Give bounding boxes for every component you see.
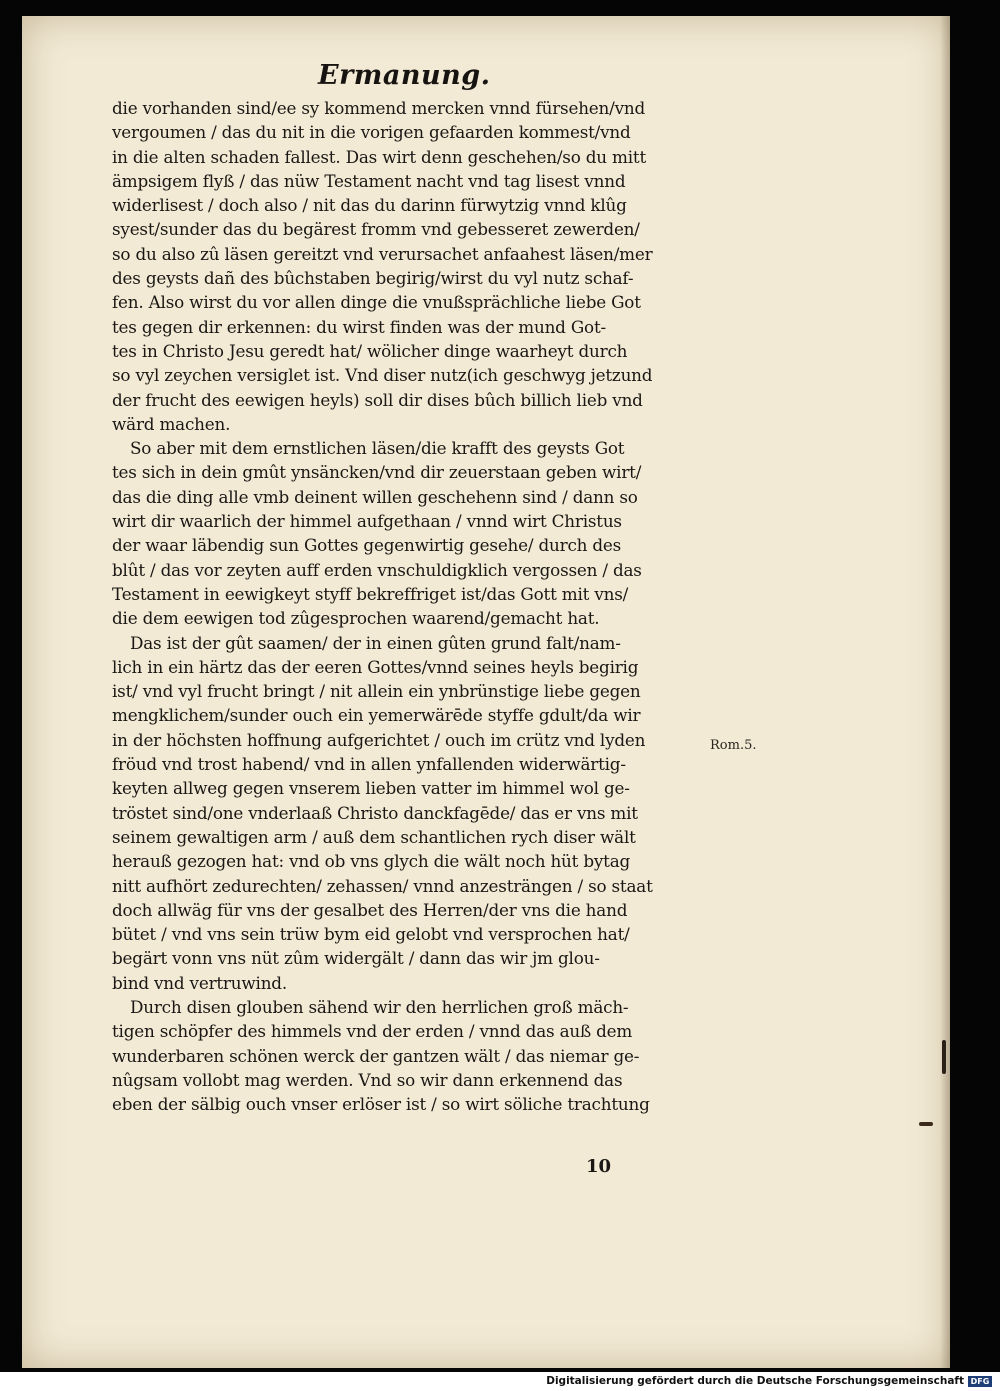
text-line: blût / das vor zeyten auff erden vnschuldigklich vergossen / das: [112, 559, 642, 580]
margin-note: Rom.5.: [710, 738, 757, 753]
scanned-page: [22, 16, 950, 1368]
footer-bar: [0, 1372, 1000, 1391]
text-line: doch allwäg für vns der gesalbet des Herren/der vns die hand: [112, 899, 628, 920]
text-line: nûgsam vollobt mag werden. Vnd so wir dann erkennend das: [112, 1069, 623, 1090]
text-line: der frucht des eewigen heyls) soll dir dises bûch billich lieb vnd: [112, 389, 643, 410]
text-line: so du also zû läsen gereitzt vnd verursachet anfaahest läsen/mer: [112, 243, 653, 264]
text-line: So aber mit dem ernstlichen läsen/die krafft des geysts Got: [130, 438, 625, 459]
text-line: bütet / vnd vns sein trüw bym eid gelobt vnd versprochen hat/: [112, 924, 630, 945]
text-line: herauß gezogen hat: vnd ob vns glych die wält noch hüt bytag: [112, 851, 631, 872]
text-line: nitt aufhört zedurechten/ zehassen/ vnnd anzesträngen / so staat: [112, 875, 653, 896]
page-heading: Ermanung.: [318, 60, 491, 91]
text-line: ämpsigem flyß / das nüw Testament nacht vnd tag lisest vnnd: [112, 170, 626, 191]
text-line: die vorhanden sind/ee sy kommend mercken vnnd fürsehen/vnd: [112, 98, 646, 118]
scan-mark: [942, 1040, 946, 1074]
text-line: keyten allweg gegen vnserem lieben vatter im himmel wol ge-: [112, 778, 630, 799]
text-line: tröstet sind/one vnderlaaß Christo danckfagēde/ das er vns mit: [112, 802, 638, 823]
text-line: tigen schöpfer des himmels vnd der erden / vnnd das auß dem: [112, 1021, 633, 1042]
text-line: das die ding alle vmb deinent willen geschehenn sind / dann so: [112, 486, 638, 507]
page-number: 10: [586, 1156, 612, 1177]
text-line: mengklichem/sunder ouch ein yemerwärēde styffe gdult/da wir: [112, 705, 641, 726]
text-line: fröud vnd trost habend/ vnd in allen ynfallenden widerwärtig-: [112, 754, 626, 775]
text-line: Das ist der gût saamen/ der in einen gûten grund falt/nam-: [130, 632, 621, 653]
footer-credit: Digitalisierung gefördert durch die Deutsche Forschungsgemeinschaft: [546, 1375, 964, 1387]
text-line: tes in Christo Jesu geredt hat/ wölicher dinge waarheyt durch: [112, 340, 628, 361]
text-line: so vyl zeychen versiglet ist. Vnd diser nutz(ich geschwyg jetzund: [112, 365, 653, 386]
text-line: vergoumen / das du nit in die vorigen gefaarden kommest/vnd: [112, 122, 631, 143]
text-line: seinem gewaltigen arm / auß dem schantlichen rych diser wält: [112, 826, 636, 847]
text-line: wärd machen.: [112, 413, 231, 434]
text-line: tes sich in dein gmût ynsäncken/vnd dir zeuerstaan geben wirt/: [112, 462, 642, 483]
dfg-logo: DFG: [968, 1376, 992, 1387]
text-line: widerlisest / doch also / nit das du darinn fürwytzig vnnd klûg: [112, 195, 627, 216]
text-line: in die alten schaden fallest. Das wirt denn geschehen/so du mitt: [112, 146, 647, 167]
text-line: Testament in eewigkeyt styff bekreffriget ist/das Gott mit vns/: [112, 583, 629, 604]
text-line: des geysts dañ des bûchstaben begirig/wirst du vyl nutz schaf-: [112, 268, 634, 289]
ink-mark: [919, 1122, 933, 1126]
text-line: bind vnd vertruwind.: [112, 972, 287, 993]
text-line: in der höchsten hoffnung aufgerichtet / ouch im crütz vnd lyden: [112, 729, 646, 750]
text-line: eben der sälbig ouch vnser erlöser ist / so wirt söliche trachtung: [112, 1094, 650, 1115]
text-line: ist/ vnd vyl frucht bringt / nit allein ein ynbrünstige liebe gegen: [112, 681, 641, 702]
page-edge-shadow: [940, 16, 950, 1368]
text-line: begärt vonn vns nüt zûm widergält / dann das wir jm glou-: [112, 948, 600, 969]
text-line: syest/sunder das du begärest fromm vnd gebesseret zewerden/: [112, 219, 640, 240]
text-line: wirt dir waarlich der himmel aufgethaan / vnnd wirt Christus: [112, 511, 622, 532]
text-line: tes gegen dir erkennen: du wirst finden was der mund Got-: [112, 316, 606, 337]
text-line: der waar läbendig sun Gottes gegenwirtig gesehe/ durch des: [112, 535, 622, 556]
body-text: [112, 96, 732, 1116]
text-line: Durch disen glouben sähend wir den herrlichen groß mäch-: [130, 996, 629, 1017]
text-line: wunderbaren schönen werck der gantzen wält / das niemar ge-: [112, 1045, 640, 1066]
text-line: die dem eewigen tod zûgesprochen waarend/gemacht hat.: [112, 608, 600, 629]
text-line: lich in ein härtz das der eeren Gottes/vnnd seines heyls begirig: [112, 656, 639, 677]
text-line: fen. Also wirst du vor allen dinge die vnußsprächliche liebe Got: [112, 292, 641, 313]
